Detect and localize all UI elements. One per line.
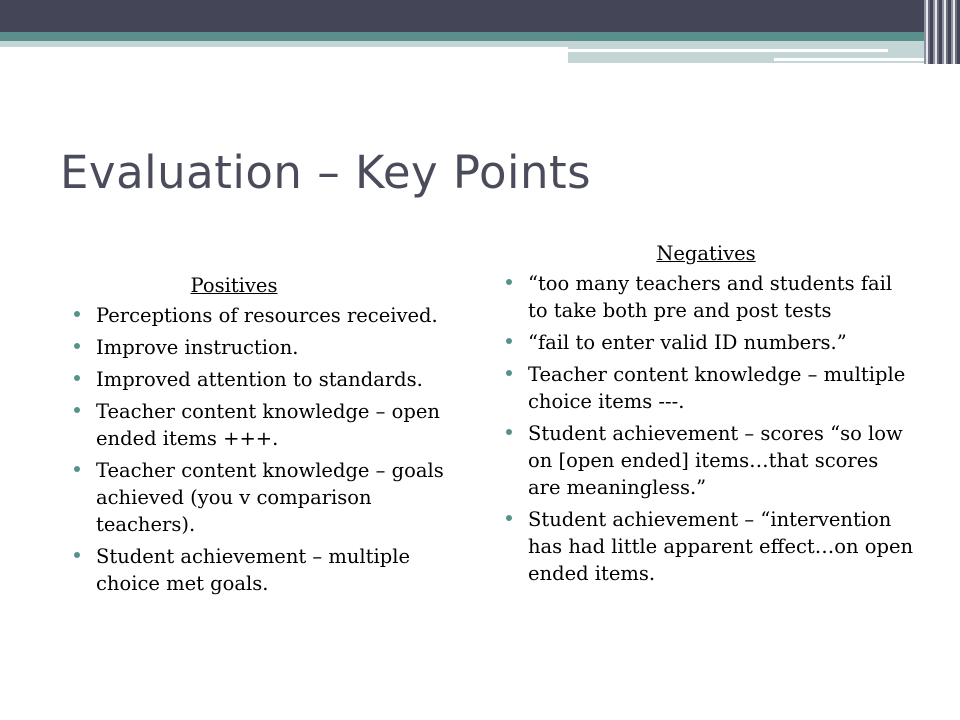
- bullet-icon: [74, 552, 80, 558]
- bullet-icon: [74, 311, 80, 317]
- list-item: [506, 506, 916, 587]
- list-item-text: “too many teachers and students fail to take both pre and post tests: [528, 272, 893, 322]
- bullet-icon: [74, 466, 80, 472]
- bullet-icon: [74, 343, 80, 349]
- list-item-text: Student achievement – multiple choice met goals.: [96, 545, 410, 595]
- positives-heading: Positives: [190, 274, 278, 297]
- header-bar-dark: [0, 0, 960, 32]
- bullet-icon: [74, 375, 80, 381]
- list-item: [74, 366, 464, 393]
- slide-title: Evaluation – Key Points: [60, 146, 592, 199]
- header-bar-accent: [0, 32, 960, 41]
- bullet-icon: [74, 407, 80, 413]
- list-item: [74, 334, 464, 361]
- list-item: [74, 398, 464, 452]
- list-item-text: Teacher content knowledge – open ended items +++.: [96, 400, 440, 450]
- header-stripes: [924, 0, 960, 64]
- list-item-text: Teacher content knowledge – goals achieved (you v comparison teachers).: [96, 459, 444, 536]
- list-item-text: Improve instruction.: [96, 336, 299, 359]
- positives-column: [74, 272, 464, 602]
- list-item-text: Improved attention to standards.: [96, 368, 423, 391]
- bullet-icon: [506, 338, 512, 344]
- negatives-list: [506, 270, 916, 587]
- list-item: [74, 457, 464, 538]
- list-item: [506, 361, 916, 415]
- bullet-icon: [506, 370, 512, 376]
- list-item-text: Teacher content knowledge – multiple choice items ---.: [528, 363, 906, 413]
- positives-list: [74, 302, 464, 597]
- list-item: [74, 302, 464, 329]
- list-item: [506, 270, 916, 324]
- bullet-icon: [506, 515, 512, 521]
- list-item-text: Student achievement – scores “so low on [open ended] items…that scores are meaningless.”: [528, 422, 903, 499]
- list-item-text: Perceptions of resources received.: [96, 304, 438, 327]
- list-item: [506, 420, 916, 501]
- header-bar-light: [0, 41, 568, 47]
- bullet-icon: [506, 429, 512, 435]
- bullet-icon: [506, 279, 512, 285]
- header-line: [568, 49, 888, 52]
- list-item: [74, 543, 464, 597]
- list-item-text: Student achievement – “intervention has had little apparent effect…on open ended items.: [528, 508, 914, 585]
- negatives-column: [506, 240, 916, 592]
- negatives-heading: Negatives: [656, 242, 756, 265]
- list-item-text: “fail to enter valid ID numbers.”: [528, 331, 847, 354]
- list-item: [506, 329, 916, 356]
